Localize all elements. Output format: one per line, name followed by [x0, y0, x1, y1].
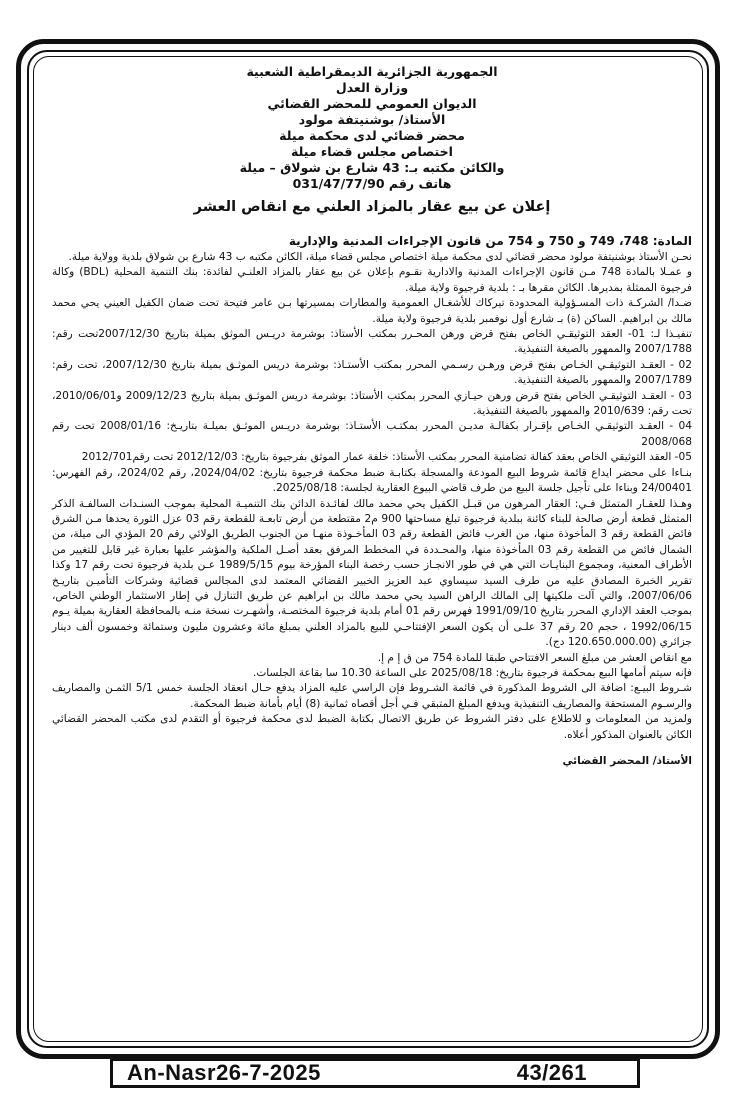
header-line: هاتف رقم 031/47/77/90 [292, 176, 452, 191]
header-line: الجمهورية الجزائرية الديمقراطية الشعبية [246, 64, 498, 79]
header-line: وزارة العدل [335, 80, 409, 95]
body-paragraph: وهـذا للعقـار المتمثل فـي: العقار المرهون من قبـل الكفيل يحي محمد مالك لفائـدة الدائن بنك التنميـة المحلية بموجب السنـدات السالفـة الذكر المتمثل قطعة أرض صالحة للبناء كائنة ببلدية فرجيوة تبلغ مساحتها 900 م2 مقتطعة من أرض تابعـة للقطعة رقم 03 عزل الثورة يحدها مـن الشرق فائض القطعة رقم 3 المأخوذة منها، من الغرب فائض القطعة رقم 03 المأخـوذة منهـا من الجنوب الطريق الولائي رقم 20 المؤدي الى ميلة، من الشمال فائض من القطعة رقم 03 المأخوذة منها، والمحـددة في المخطط المرفق بعقد أصـل الملكية والمؤشر عليها بعبارة غير قابل للتغيير من الأطراف المعنية، ومجموع البنايـات التي هي في طور الانجـاز حسب رخصة البناء المؤرخة بيوم 1989/5/15 عـن بلدية فرجيوة تحت رقم 17 وكذا تقرير الخبرة المصادق عليه من طرف السيد سيساوي عبد العزيز الخبير القضائي المعتمد لدى المجالس قضائية وشركات التأميـن بتاريـخ 2007/06/06، والتي آلت ملكيتها إلى المالك الراهن السيد يحي محمد مالك بن ابراهيم عن طريق التنازل في إطار الاستثمار الوطني الخاص، بموجب العقد الإداري المحرر بتاريخ 1991/09/10 فهرس رقم 01 أمام بلدية فرجيوة المختصـة، وأشهـرت نسخة منـه بالمحافظة العقارية بميلة يـوم 1992/06/15 ، حجم 20 رقم 37 علـى أن يكون السعر الإفتتاحـي للبيع بالمزاد العلني بمبلغ مائة وعشرون مليون وستمائة وخمسون ألف دينار جزائري (120.650.000.00 دج). [52, 497, 693, 649]
body-paragraph: و عمـلا بالمادة 748 مـن قانون الإجراءات المدنية والادارية نقـوم بإعلان عن بيع عقار بالمزاد العلنـي لفائدة: بنك التنمية المحلية (BDL) وكالة فرجيوة الممثلة بمديرها. الكائن مقرها بـ : بلدية فرجيوة ولاية ميلة. [52, 266, 692, 294]
body-paragraph: ضـدا/ الشركـة ذات المسـؤولية المحدودة تيركاك للأشغـال العمومية والمطارات بمسيرتها بـن عامر فتيحة تحت ضمان الكفيل العيني يحي محمد مالك بن ابراهيم. الساكن (ة) بـ شارع أول نوفمبر بلدية فرجيوة ولاية ميلة. [52, 297, 692, 325]
body-paragraph: 02 - العقـد التوثيقـي الخـاص بفتح قرض ورهـن رسـمي المحرر بمكتب الأستـاذ: بوشرمة دريس الموثـق بميلة بتاريخ 2007/12/30، تحت رقم: 2007/1789 والممهور بالصيغة التنفيذية. [52, 358, 692, 387]
header-line: الأستاذ/ بوشنيتفة مولود [298, 112, 446, 127]
body-paragraph: تنفيـذا لـ: 01- العقد التوثيقـي الخاص بفتح قرض ورهن المحـرر بمكتب الأستاذ: بوشرمة دريـس الموثق بميلة بتاريخ 2007/12/30تحت رقم: 2007/1788 والممهور بالصيغة التنفيذية. [52, 328, 692, 356]
legal-articles: المادة: 748، 749 و 750 و 754 من قانون الإجراءات المدنية والإدارية [288, 234, 692, 248]
header-line: محضر قضائي لدى محكمة ميلة [279, 128, 465, 143]
body-paragraph: مع انقاص العشر من مبلغ السعر الافتتاحي طبقا للمادة 754 من ق إ م إ. [377, 651, 692, 664]
body-paragraph: شـروط البيـع: اضافة الى الشروط المذكورة في قائمة الشـروط فإن الراسي عليه المزاد يدفع حـال انعقاد الجلسة خمس 5/1 الثمـن والمصاريف والرسـوم المستحقة والمصاريف التنفيذية ويدفع المبلغ المتبقي فـي أجل أقصاه ثمانية (8) أيام بأمانة ضبط المحكمة. [52, 682, 692, 710]
ad-number: 43/261 [516, 1060, 587, 1085]
newspaper-date: An-Nasr26-7-2025 [127, 1060, 321, 1085]
body-paragraph: 04 - العقـد التوثيقـي الخـاص بإقـرار بكفالـة مديـن المحرر بمكتـب الأستـاذ: بوشرمة دريـس الموثـق بميلـة بتاريـخ: 2008/01/16 تحت رقم 2008/068 [52, 420, 692, 448]
body-paragraph: فإنه سيتم أمامها البيع بمحكمة فرجيوة بتاريخ: 2025/08/18 على الساعة 10.30 سا بقاعة الجلسات. [252, 666, 692, 679]
announcement-content [52, 64, 692, 778]
body-paragraph: بنـاءا على محضر ايداع قائمة شروط البيع المودعة والمسجلة بكتابـة ضبط محكمة فرجيوة بتاريخ: 2024/04/02، رقم 2024/02، رقم الفهرس: 24/00401 وبناءا على تأجيل جلسة البيع من طرف قاضي البيوع العقارية لجلسة: 2025/08/18. [52, 466, 692, 495]
body-paragraph: نحـن الأستاذ بوشنيتفة مولود محضر قضائي لدى محكمة ميلة اختصاص مجلس قضاء ميلة، الكائن مكتبه ب 43 شارع بن شولاق بلدية وولاية ميلة. [68, 251, 692, 263]
signature: الأستاذ/ المحضر القضائي [562, 755, 692, 767]
body-paragraph: ولمزيد من المعلومات و للاطلاع على دفتر الشروط عن طريق الاتصال بكتابة الضبط لدى محكمة فرجيوة أو التقدم لدى مكتب المحضر القضائي الكائن بالعنوان المذكور أعلاه. [52, 713, 692, 741]
header-block [52, 64, 692, 192]
announcement-title: إعلان عن بيع عقار بالمزاد العلني مع انقاص العشر [193, 199, 551, 215]
body-paragraph: 05- العقد التوثيقي الخاص بعقد كفالة تضامنية المحرر بمكتب الأستاذ: خلفة عمار الموثق بفرجيوة بتاريخ: 2012/12/03 تحت رقم2012/701 [81, 451, 692, 464]
body-paragraph: 03 - العقـد التوثيقـي الخاص بفتح قرض ورهن حيـازي المحرر بمكتب الأستاذ: بوشرمة دريس الموثـق بميلة بتاريخ 2009/12/23 و2010/06/01، تحت رقم: 2010/639 والممهور بالصيغة التنفيذية. [52, 389, 692, 418]
header-line: اختصاص مجلس قضاء ميلة [291, 144, 453, 159]
footer-box [110, 1058, 640, 1088]
announcement-body [52, 250, 692, 743]
header-line: الديوان العمومي للمحضر القضائي [267, 96, 477, 111]
header-line: والكائن مكتبه بـ: 43 شارع بن شولاق – ميلة [239, 160, 505, 175]
